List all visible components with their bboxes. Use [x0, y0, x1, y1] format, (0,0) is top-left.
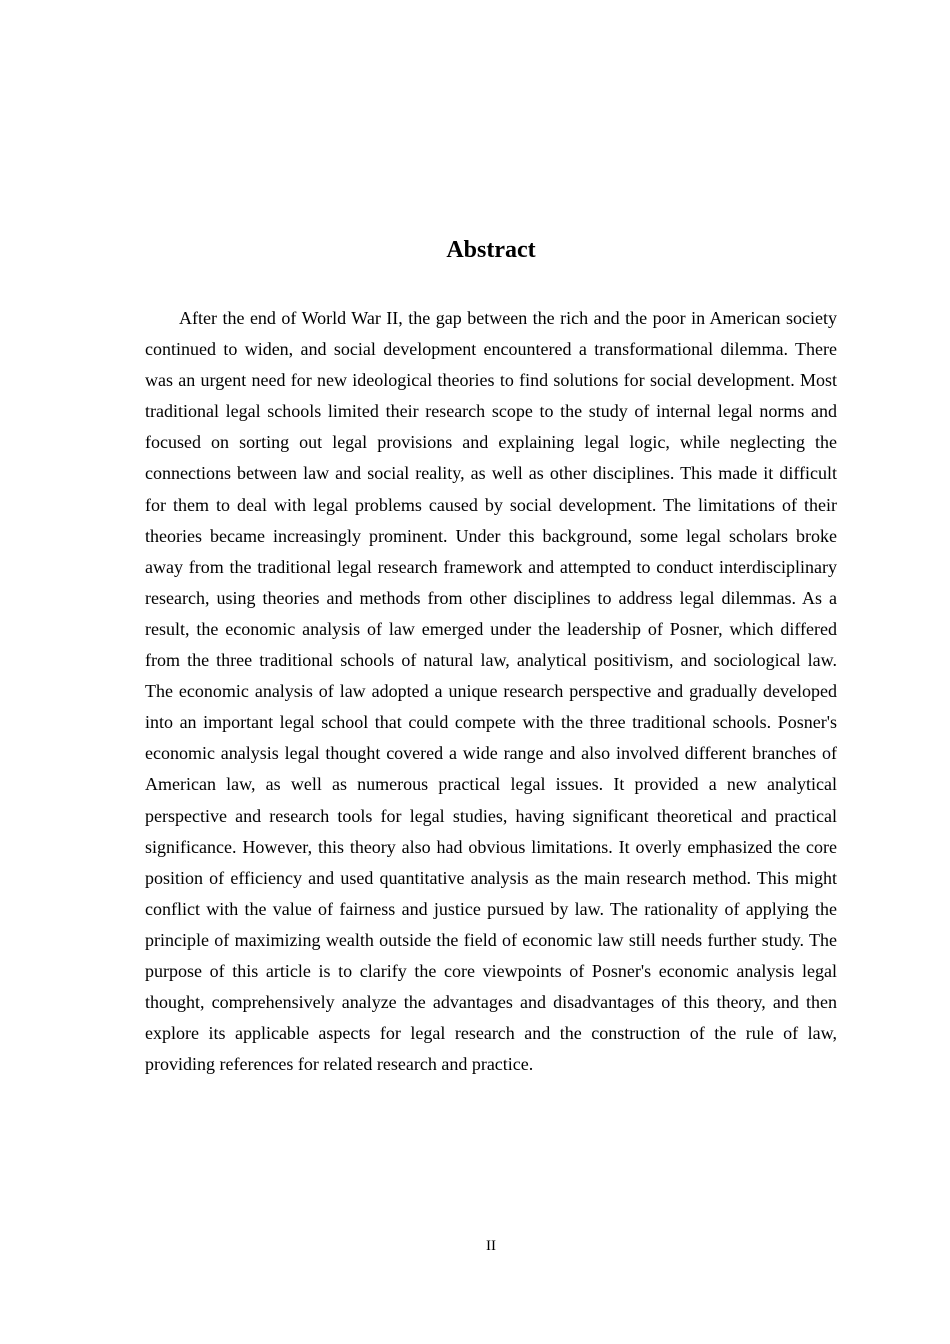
abstract-body: After the end of World War II, the gap between the rich and the poor in American society continued to widen, and social development encountered a transformational dilemma. There was an urgent need for new ideological theories to find solutions for social development. Most traditional legal schools limited their research scope to the study of internal legal norms and focused on sorting out legal provisions and explaining legal logic, while neglecting the connections between law and social reality, as well as other disciplines. This made it difficult for them to deal with legal problems caused by social development. The limitations of their theories became increasingly prominent. Under this background, some legal scholars broke away from the traditional legal research framework and attempted to conduct interdisciplinary research, using theories and methods from other disciplines to address legal dilemmas. As a result, the economic analysis of law emerged under the leadership of Posner, which differed from the three traditional schools of natural law, analytical positivism, and sociological law. The economic analysis of law adopted a unique research perspective and gradually developed into an important legal school that could compete with the three traditional schools. Posner's economic analysis legal thought covered a wide range and also involved different branches of American law, as well as numerous practical legal issues. It provided a new analytical perspective and research tools for legal studies, having significant theoretical and practical significance. However, this theory also had obvious limitations. It overly emphasized the core position of efficiency and used quantitative analysis as the main research method. This might conflict with the value of fairness and justice pursued by law. The rationality of applying the principle of maximizing wealth outside the field of economic law still needs further study. The purpose of this article is to clarify the core viewpoints of Posner's economic analysis legal thought, comprehensively analyze the advantages and disadvantages of this theory, and then explore its applicable aspects for legal research and the construction of the rule of law, providing references for related research and practice.: [145, 308, 837, 1075]
abstract-title: Abstract: [446, 237, 536, 263]
page-number: II: [486, 1238, 496, 1254]
